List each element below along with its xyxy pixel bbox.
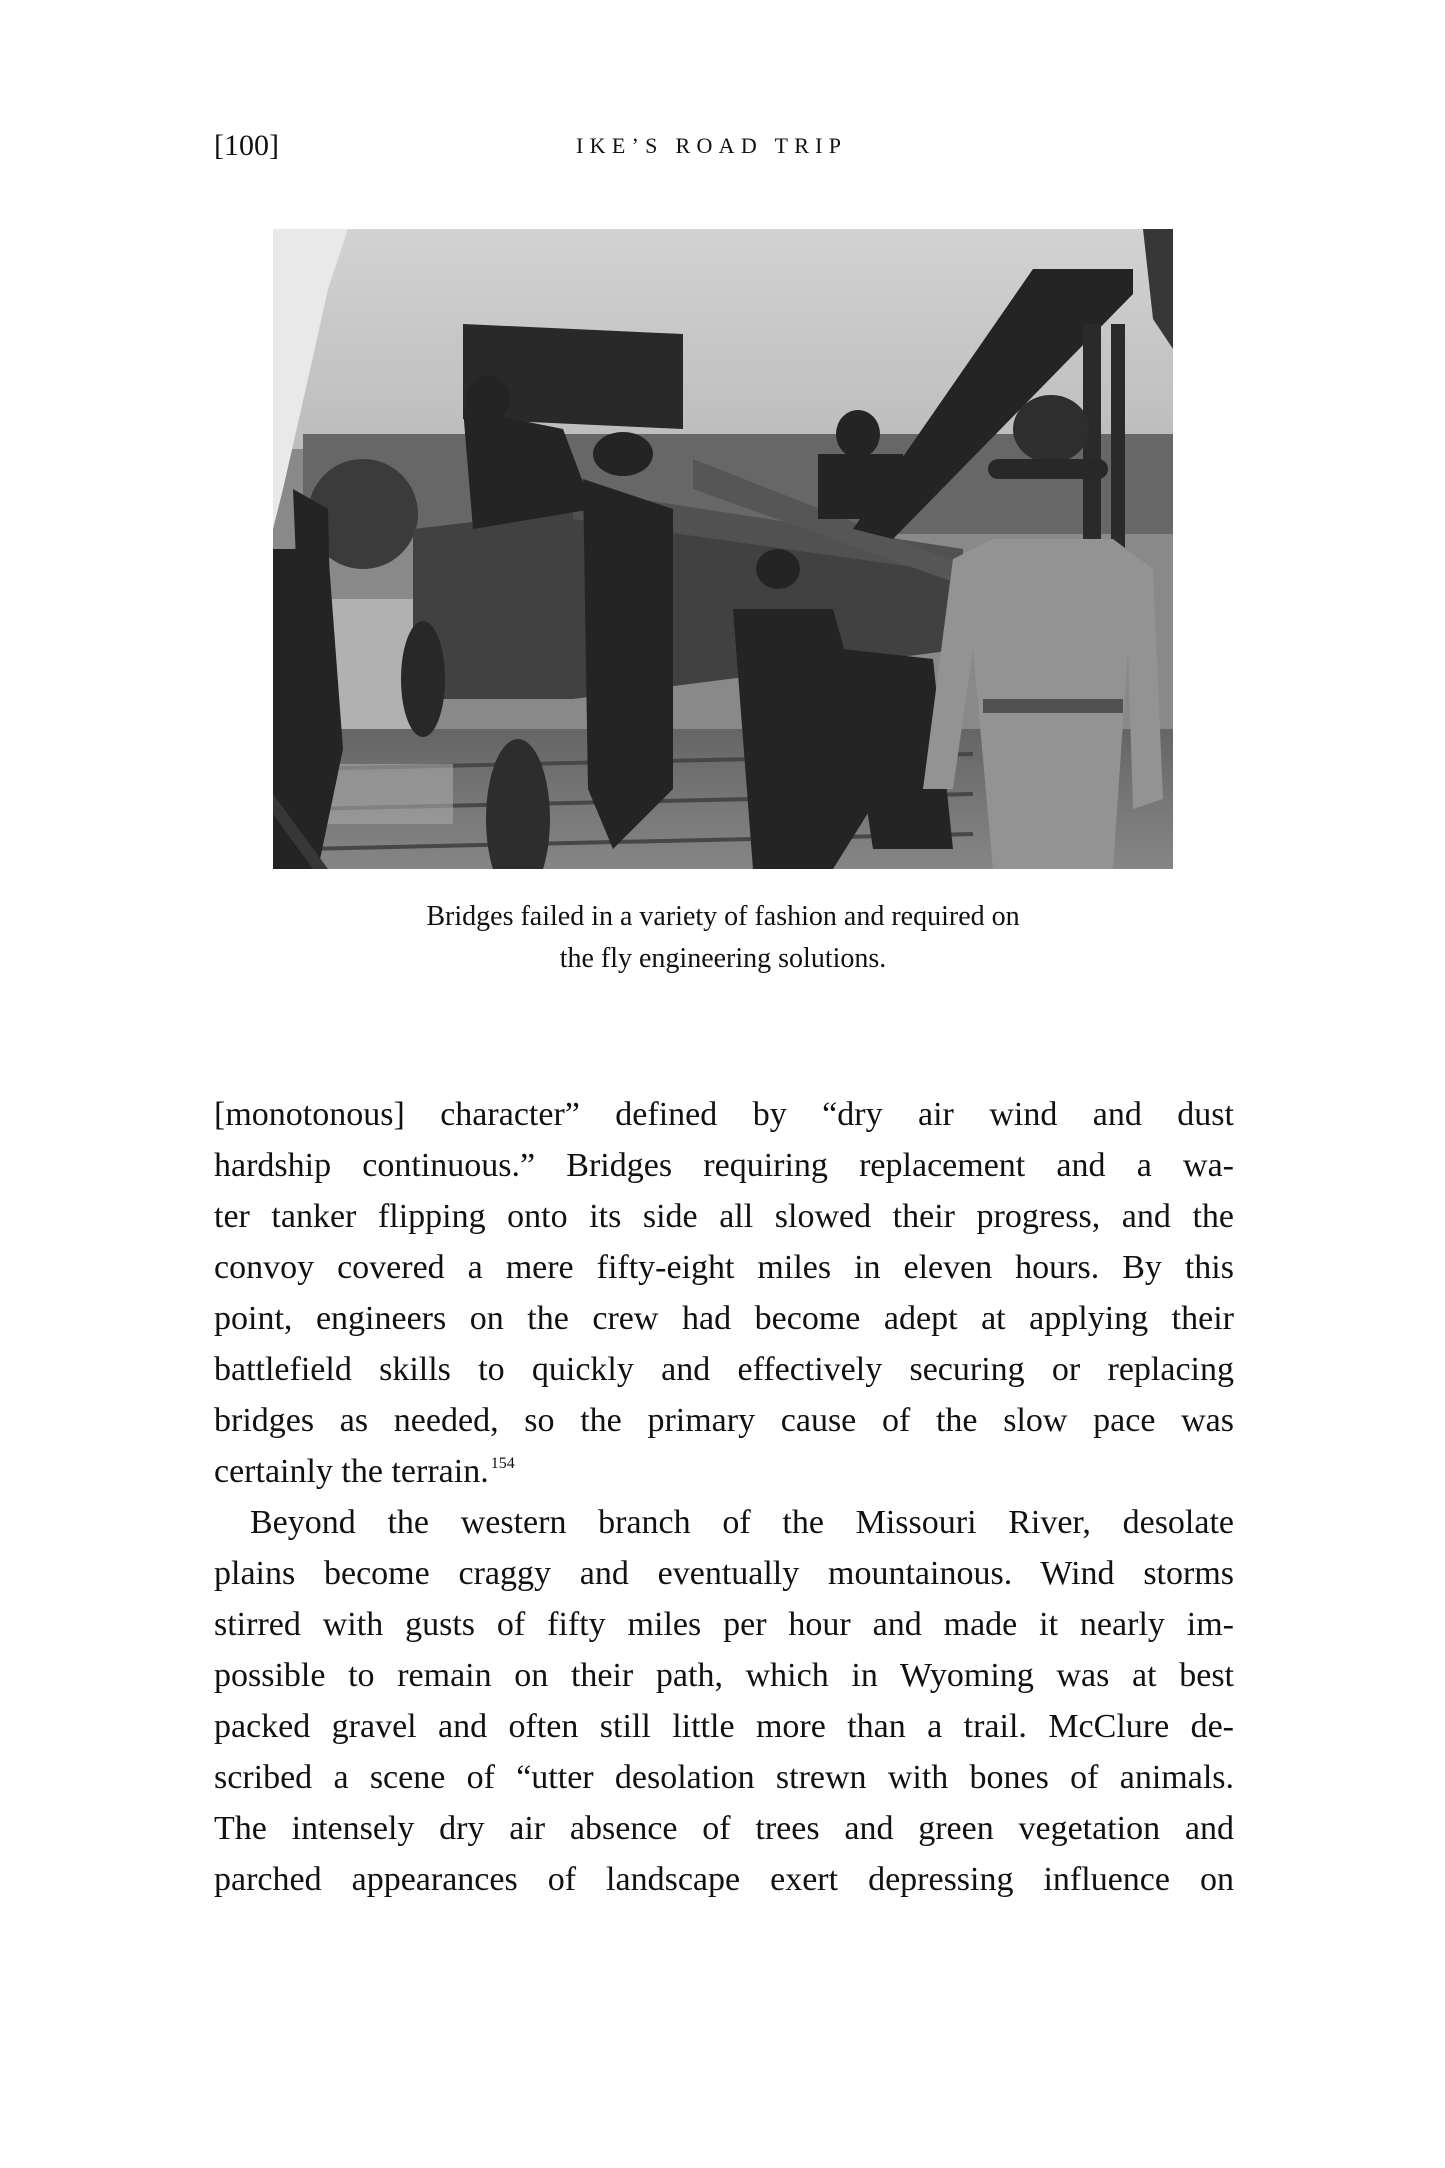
page-number: [100] — [214, 129, 279, 162]
text-line: scribed a scene of “utter desolation strewn with bones of animals. — [214, 1759, 1234, 1796]
text-line: Beyond the western branch of the Missouri River, desolate — [250, 1504, 1234, 1541]
paragraph-1 — [214, 1089, 1234, 1497]
text-line: ter tanker flipping onto its side all slowed their progress, and the — [214, 1198, 1234, 1235]
text-line: [monotonous] character” defined by “dry air wind and dust — [214, 1096, 1234, 1133]
running-head: IKE’S ROAD TRIP — [576, 133, 848, 158]
text-line: plains become craggy and eventually mountainous. Wind storms — [214, 1555, 1234, 1592]
text-line: parched appearances of landscape exert depressing influence on — [214, 1861, 1234, 1898]
text-line: packed gravel and often still little more than a trail. McClure de- — [214, 1708, 1234, 1745]
footnote-reference[interactable]: 154 — [490, 1455, 515, 1472]
text-line: possible to remain on their path, which in Wyoming was at best — [214, 1657, 1234, 1694]
paragraph-2 — [214, 1497, 1234, 1905]
bridge-photograph — [273, 229, 1173, 869]
text-line: stirred with gusts of fifty miles per hour and made it nearly im- — [214, 1606, 1234, 1643]
caption-line: the fly engineering solutions. — [559, 943, 887, 974]
photo-illustration — [273, 229, 1173, 869]
text-line: bridges as needed, so the primary cause of the slow pace was — [214, 1402, 1234, 1439]
text-line: hardship continuous.” Bridges requiring replacement and a wa- — [214, 1147, 1234, 1184]
text-line: convoy covered a mere fifty-eight miles in eleven hours. By this — [214, 1249, 1234, 1286]
text-line-last — [214, 1446, 1234, 1497]
text-line: certainly the terrain. — [214, 1453, 489, 1490]
text-line: battlefield skills to quickly and effectively securing or replacing — [214, 1351, 1234, 1388]
text-line: point, engineers on the crew had become adept at applying their — [214, 1300, 1234, 1337]
text-line: The intensely dry air absence of trees and green vegetation and — [214, 1810, 1234, 1847]
caption-line: Bridges failed in a variety of fashion and required on — [426, 901, 1020, 932]
figure-caption — [273, 896, 1173, 980]
body-text — [214, 1089, 1234, 1905]
